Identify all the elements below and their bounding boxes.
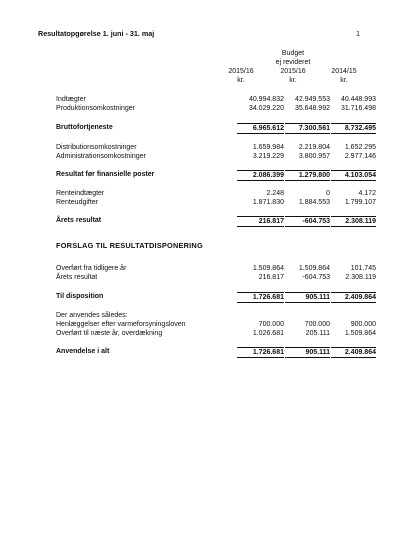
page-number: 1 bbox=[356, 29, 360, 38]
row-resultat-foer-finansielle-poster bbox=[56, 170, 376, 179]
row-distributionsomkostninger bbox=[56, 143, 376, 152]
row-renteudgifter bbox=[56, 198, 376, 207]
row-henlaeggelser bbox=[56, 320, 376, 329]
disposition-heading: FORSLAG TIL RESULTATDISPONERING bbox=[56, 241, 203, 250]
row-label: Indtægter bbox=[56, 96, 86, 103]
row-label: Renteindtægter bbox=[56, 190, 105, 197]
value-budget: 1.279.800 bbox=[285, 170, 330, 181]
row-label: Bruttofortjeneste bbox=[56, 124, 113, 131]
value-actual: 1.026.681 bbox=[252, 330, 284, 337]
value-prior: 4.172 bbox=[358, 190, 376, 197]
row-administrationsomkostninger bbox=[56, 152, 376, 161]
row-label: Der anvendes således: bbox=[56, 312, 128, 319]
value-actual: 1.871.830 bbox=[252, 199, 284, 206]
row-der-anvendes bbox=[56, 311, 376, 320]
value-actual: 216.817 bbox=[258, 274, 284, 281]
column-header-line: 2015/16 bbox=[228, 68, 254, 75]
row-label: Resultat før finansielle poster bbox=[56, 171, 155, 178]
value-actual: 700.000 bbox=[258, 321, 284, 328]
column-header-line: ej revideret bbox=[275, 59, 311, 66]
value-actual: 40.994.832 bbox=[248, 96, 284, 103]
value-prior: 2.308.119 bbox=[331, 216, 376, 227]
column-header-actual bbox=[215, 67, 267, 85]
value-actual: 2.248 bbox=[266, 190, 284, 197]
value-budget: 35.648.992 bbox=[294, 105, 330, 112]
column-header-line: kr. bbox=[340, 77, 348, 84]
column-header-line: kr. bbox=[289, 77, 297, 84]
value-actual: 216.817 bbox=[237, 216, 284, 227]
value-budget: 0 bbox=[326, 190, 330, 197]
value-prior: 2.308.119 bbox=[345, 274, 376, 281]
row-aarets-resultat-disposition bbox=[56, 273, 376, 282]
row-aarets-resultat bbox=[56, 216, 376, 225]
row-produktionsomkostninger bbox=[56, 104, 376, 113]
value-actual: 1.509.864 bbox=[252, 265, 284, 272]
value-prior: 1.799.107 bbox=[344, 199, 376, 206]
value-budget: -604.753 bbox=[302, 274, 330, 281]
row-label: Årets resultat bbox=[56, 217, 102, 224]
row-overfoert-til-naeste-aar bbox=[56, 329, 376, 338]
column-header-line: kr. bbox=[237, 77, 245, 84]
value-budget: 2.219.804 bbox=[298, 144, 330, 151]
column-header-line: Budget bbox=[281, 50, 305, 57]
column-header-budget bbox=[267, 49, 319, 85]
value-prior: 4.103.054 bbox=[331, 170, 376, 181]
value-actual: 3.219.229 bbox=[252, 153, 284, 160]
row-label: Renteudgifter bbox=[56, 199, 99, 206]
value-prior: 31.716.498 bbox=[340, 105, 376, 112]
row-label: Administrationsomkostninger bbox=[56, 153, 146, 160]
value-actual: 1.659.984 bbox=[252, 144, 284, 151]
row-anvendelse-i-alt bbox=[56, 347, 376, 356]
row-label: Henlæggelser efter varmeforsyningsloven bbox=[56, 321, 186, 328]
column-header-line: 2014/15 bbox=[331, 68, 357, 75]
row-til-disposition bbox=[56, 292, 376, 301]
row-renteindtaegter bbox=[56, 189, 376, 198]
value-budget: 905.111 bbox=[285, 292, 330, 303]
value-prior: 8.732.495 bbox=[331, 123, 376, 134]
row-label: Overført til næste år, overdækning bbox=[56, 330, 163, 337]
row-label: Til disposition bbox=[56, 293, 104, 300]
value-prior: 900.000 bbox=[350, 321, 376, 328]
value-prior: 1.652.295 bbox=[344, 144, 376, 151]
row-label: Anvendelse i alt bbox=[56, 348, 110, 355]
row-label: Overført fra tidligere år bbox=[56, 265, 127, 272]
value-budget: 1.509.864 bbox=[298, 265, 330, 272]
value-prior: 2.409.864 bbox=[331, 347, 376, 358]
value-actual: 6.965.612 bbox=[237, 123, 284, 134]
value-actual: 2.086.399 bbox=[237, 170, 284, 181]
row-overfoert-fra-tidligere-aar bbox=[56, 264, 376, 273]
report-title: Resultatopgørelse 1. juni - 31. maj bbox=[38, 29, 155, 38]
value-budget: 42.949.553 bbox=[294, 96, 330, 103]
value-budget: 1.884.553 bbox=[298, 199, 330, 206]
row-label: Produktionsomkostninger bbox=[56, 105, 135, 112]
column-header-line: 2015/16 bbox=[280, 68, 306, 75]
row-indtaegter bbox=[56, 95, 376, 104]
value-prior: 1.509.864 bbox=[344, 330, 376, 337]
value-budget: 205.111 bbox=[305, 330, 330, 337]
row-label: Årets resultat bbox=[56, 274, 98, 281]
value-budget: -604.753 bbox=[285, 216, 330, 227]
row-bruttofortjeneste bbox=[56, 123, 376, 132]
value-prior: 2.977.146 bbox=[344, 153, 376, 160]
value-actual: 1.726.681 bbox=[237, 347, 284, 358]
value-prior: 40.448.993 bbox=[340, 96, 376, 103]
column-header-prior-year bbox=[318, 67, 370, 85]
value-budget: 700.000 bbox=[304, 321, 330, 328]
value-actual: 34.029.220 bbox=[248, 105, 284, 112]
value-prior: 2.409.864 bbox=[331, 292, 376, 303]
value-prior: 101.745 bbox=[350, 265, 376, 272]
row-label: Distributionsomkostninger bbox=[56, 144, 137, 151]
value-budget: 905.111 bbox=[285, 347, 330, 358]
value-budget: 3.800.957 bbox=[298, 153, 330, 160]
value-budget: 7.300.561 bbox=[285, 123, 330, 134]
value-actual: 1.726.681 bbox=[237, 292, 284, 303]
